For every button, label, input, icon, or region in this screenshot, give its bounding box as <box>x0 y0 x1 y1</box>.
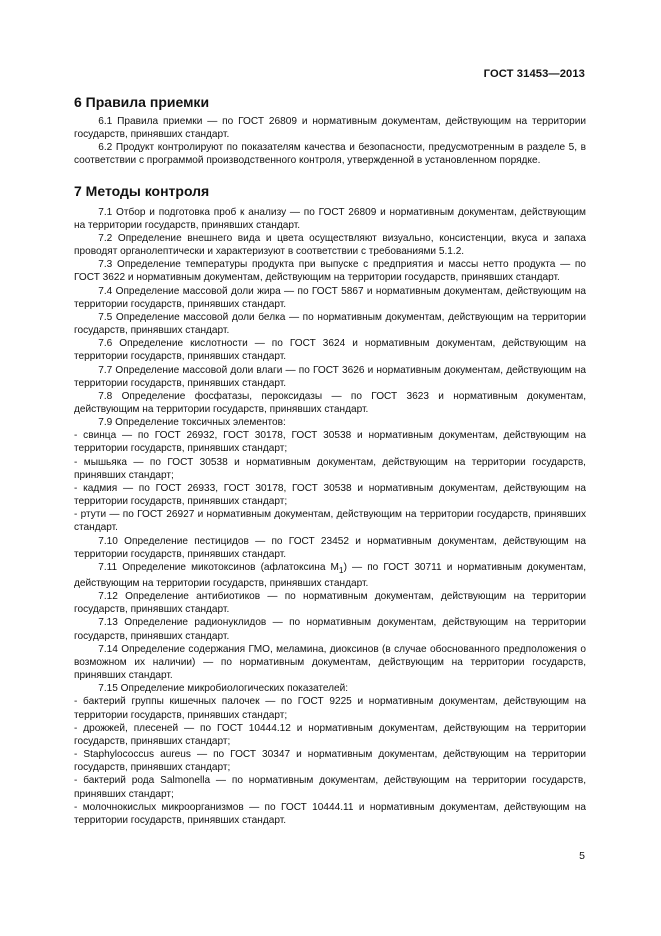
paragraph-7-5: 7.5 Определение массовой доли белка — по нормативным документам, действующим на территории государств, принявших стандарт. <box>74 311 586 337</box>
paragraph-7-6: 7.6 Определение кислотности — по ГОСТ 3624 и нормативным документам, действующим на территории государств, принявших стандарт. <box>74 338 586 363</box>
section-6-title: 6 Правила приемки <box>74 94 210 110</box>
document-content <box>74 93 586 827</box>
paragraph-7-7: 7.7 Определение массовой доли влаги — по ГОСТ 3626 и нормативным документам, действующим на территории государств, принявших стандарт. <box>74 364 586 389</box>
paragraph-7-11 <box>74 561 586 590</box>
paragraph-7-13: 7.13 Определение радионуклидов — по нормативным документам, действующим на территории государств, принявших стандарт. <box>74 617 586 642</box>
paragraph-7-11-end: ) — по ГОСТ 30711 и нормативным документам, действующим на территории государств, принявших стандарт. <box>74 561 586 590</box>
paragraph-7-12: 7.12 Определение антибиотиков — по нормативным документам, действующим на территории государств, принявших стандарт. <box>74 591 586 616</box>
paragraph-7-8: 7.8 Определение фосфатазы, пероксидазы — по ГОСТ 3623 и нормативным документам, действующим на территории государств, принявших стандарт. <box>74 390 586 415</box>
list-item-mercury: - ртути — по ГОСТ 26927 и нормативным документам, действующим на территории государств, принявших стандарт. <box>74 509 586 534</box>
paragraph-7-11-start: 7.11 Определение микотоксинов (афлатоксина M <box>98 561 339 573</box>
paragraph-6-1: 6.1 Правила приемки — по ГОСТ 26809 и нормативным документам, действующим на территории государств, принявших стандарт. <box>74 116 586 141</box>
paragraph-7-3: 7.3 Определение температуры продукта при выпуске с предприятия и массы нетто продукта — по ГОСТ 3622 и нормативным документам, действующим на территории государств, принявших стандарт. <box>74 259 586 284</box>
list-item-salmonella: - бактерий рода Salmonella — по нормативным документам, действующим на территории государств, принявших стандарт; <box>74 775 586 800</box>
list-item-yeast-mold: - дрожжей, плесеней — по ГОСТ 10444.12 и нормативным документам, действующим на территории государств, принявших стандарт; <box>74 722 586 747</box>
list-item-arsenic: - мышьяка — по ГОСТ 30538 и нормативным документам, действующим на территории государств, принявших стандарт; <box>74 456 586 481</box>
paragraph-7-10: 7.10 Определение пестицидов — по ГОСТ 23452 и нормативным документам, действующим на территории государств, принявших стандарт. <box>74 535 586 560</box>
list-item-cadmium: - кадмия — по ГОСТ 26933, ГОСТ 30178, ГОСТ 30538 и нормативным документам, действующим на территории государств, принявших стандарт; <box>74 482 586 508</box>
list-item-staphylococcus: - Staphylococcus aureus — по ГОСТ 30347 и нормативным документам, действующим на территории государств, принявших стандарт; <box>74 749 586 774</box>
list-item-lead: - свинца — по ГОСТ 26932, ГОСТ 30178, ГОСТ 30538 и нормативным документам, действующим на территории государств, принявших стандарт; <box>74 430 586 455</box>
paragraph-7-9: 7.9 Определение токсичных элементов: <box>98 417 286 429</box>
paragraph-7-14: 7.14 Определение содержания ГМО, меламина, диоксинов (в случае обоснованного предположения о возможном их наличии) — по нормативным документам, действующим на территории государств, принявших стандарт. <box>74 643 586 682</box>
document-header: ГОСТ 31453—2013 <box>483 68 585 80</box>
paragraph-7-4: 7.4 Определение массовой доли жира — по ГОСТ 5867 и нормативным документам, действующим на территории государств, принявших стандарт. <box>74 285 586 310</box>
page-number: 5 <box>579 850 585 862</box>
paragraph-7-2: 7.2 Определение внешнего вида и цвета осуществляют визуально, консистенции, вкуса и запаха проводят органолептически и характеризуют в соответствии с требованиями 5.1.2. <box>74 232 586 258</box>
paragraph-7-1: 7.1 Отбор и подготовка проб к анализу — по ГОСТ 26809 и нормативным документам, действующим на территории государств, принявших стандарт. <box>74 206 586 231</box>
paragraph-7-15: 7.15 Определение микробиологических показателей: <box>98 683 349 695</box>
subscript-1: 1 <box>338 564 344 575</box>
section-7-title: 7 Методы контроля <box>74 182 210 199</box>
list-item-lactic-bacteria: - молочнокислых микроорганизмов — по ГОСТ 10444.11 и нормативным документам, действующим на территории государств, принявших стандарт. <box>74 801 586 826</box>
list-item-coliform: - бактерий группы кишечных палочек — по ГОСТ 9225 и нормативным документам, действующим на территории государств, принявших стандарт; <box>74 696 586 721</box>
paragraph-6-2: 6.2 Продукт контролируют по показателям качества и безопасности, предусмотренным в разделе 5, в соответствии с программой производственного контроля, утвержденной в установленном порядке. <box>74 142 586 167</box>
